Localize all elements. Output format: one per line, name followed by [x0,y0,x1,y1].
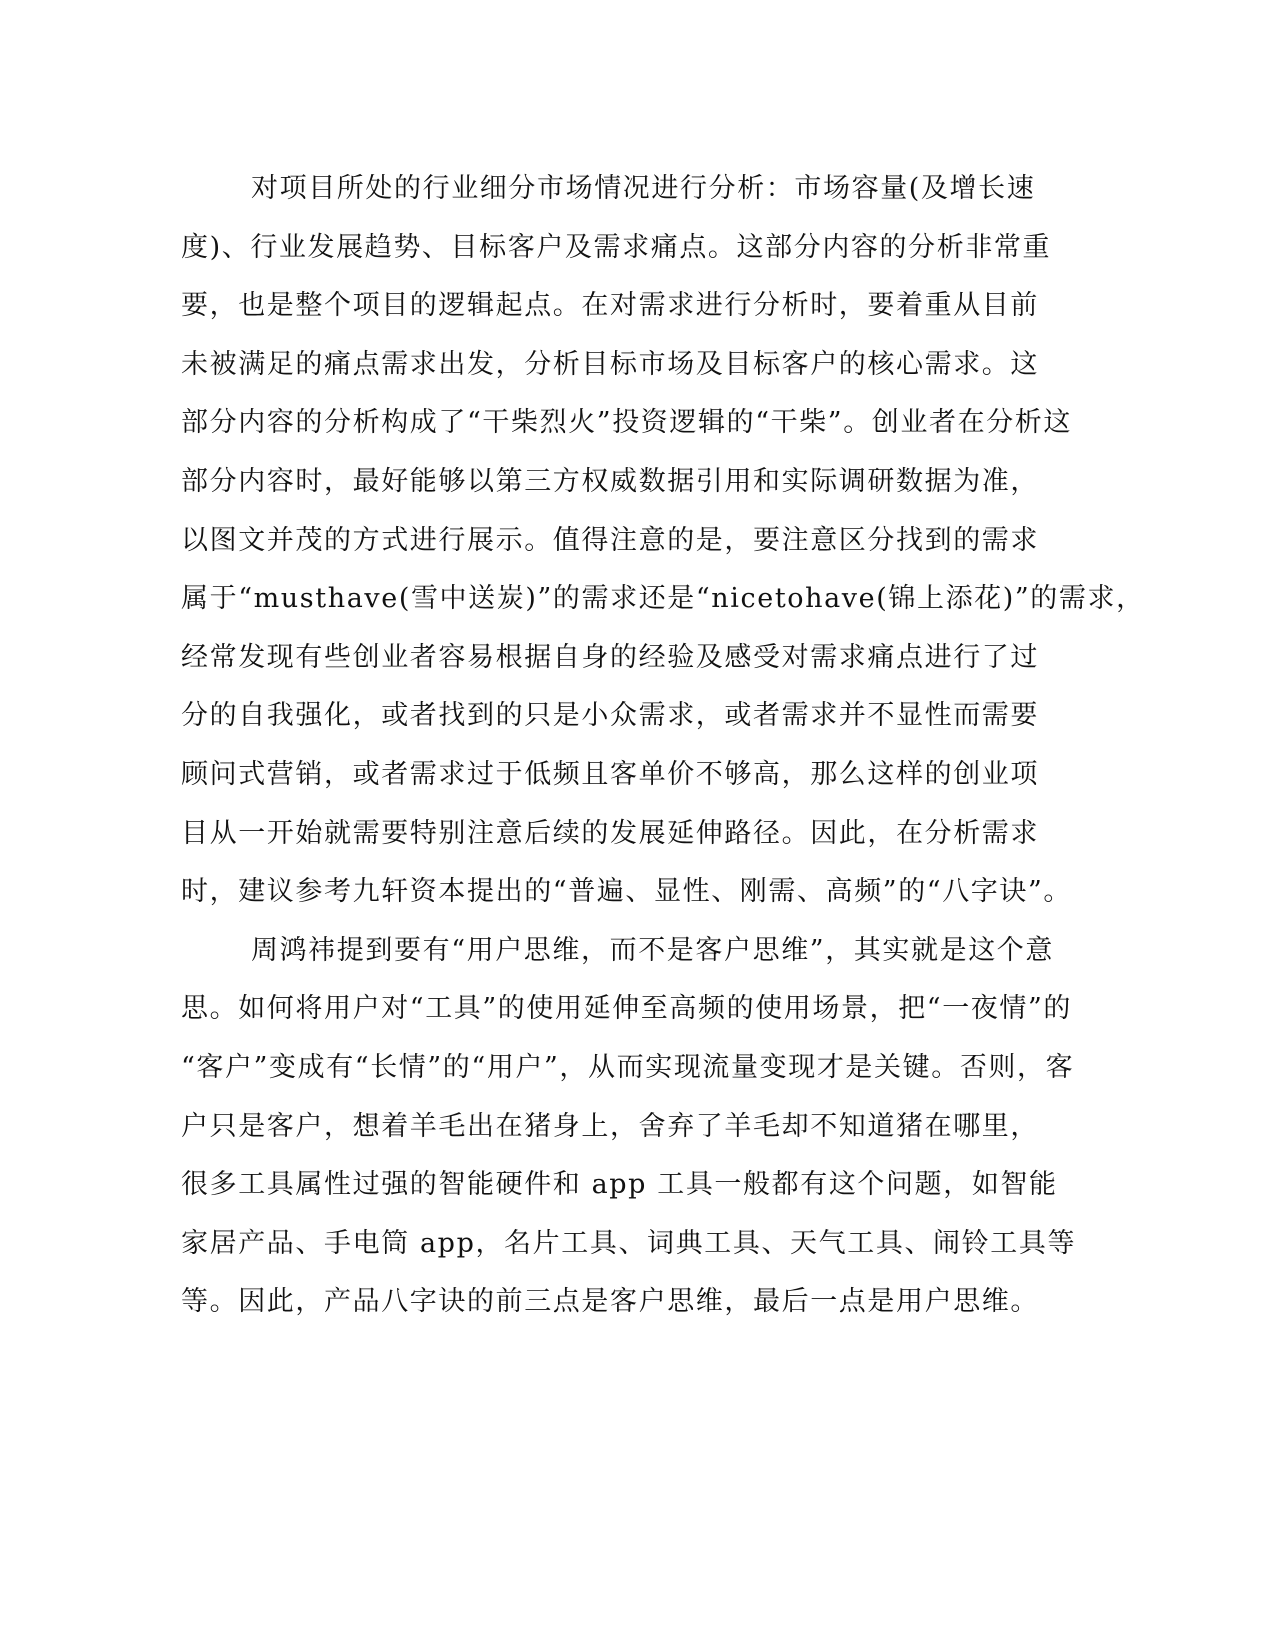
paragraph-1-line: 部分内容的分析构成了“干柴烈火”投资逻辑的“干柴”。创业者在分析这 [181,407,1073,439]
paragraph-2-line: 户只是客户，想着羊毛出在猪身上，舍弃了羊毛却不知道猪在哪里， [181,1110,1039,1142]
paragraph-2-line: 等。因此，产品八字诀的前三点是客户思维，最后一点是用户思维。 [181,1286,1039,1318]
paragraph-1-line: 部分内容时，最好能够以第三方权威数据引用和实际调研数据为准， [181,465,1039,497]
paragraph-2-line: 很多工具属性过强的智能硬件和 app 工具一般都有这个问题，如智能 [181,1169,1058,1201]
paragraph-1-line: 要，也是整个项目的逻辑起点。在对需求进行分析时，要着重从目前 [181,290,1039,322]
paragraph-2-line: 思。如何将用户对“工具”的使用延伸至高频的使用场景，把“一夜情”的 [181,993,1073,1025]
paragraph-2-line: “客户”变成有“长情”的“用户”，从而实现流量变现才是关键。否则，客 [181,1051,1075,1083]
paragraph-1-line: 未被满足的痛点需求出发，分析目标市场及目标客户的核心需求。这 [181,348,1039,380]
paragraph-1-line: 度)、行业发展趋势、目标客户及需求痛点。这部分内容的分析非常重 [181,231,1052,263]
document-body [181,160,1145,1332]
paragraph-1-line: 属于“musthave(雪中送炭)”的需求还是“nicetohave(锦上添花)”的需求， [181,583,1145,615]
paragraph-2-line: 周鸿祎提到要有“用户思维，而不是客户思维”，其实就是这个意 [251,934,1055,966]
paragraph-2-line: 家居产品、手电筒 app，名片工具、词典工具、天气工具、闹铃工具等 [181,1227,1077,1259]
paragraph-1-line: 经常发现有些创业者容易根据自身的经验及感受对需求痛点进行了过 [181,641,1039,673]
paragraph-1-line: 分的自我强化，或者找到的只是小众需求，或者需求并不显性而需要 [181,700,1039,732]
paragraph-1-line: 时，建议参考九轩资本提出的“普遍、显性、刚需、高频”的“八字诀”。 [181,876,1073,908]
paragraph-1-line: 对项目所处的行业细分市场情况进行分析：市场容量(及增长速 [251,173,1036,204]
paragraph-1-line: 目从一开始就需要特别注意后续的发展延伸路径。因此，在分析需求 [181,817,1039,849]
paragraph-1-line: 以图文并茂的方式进行展示。值得注意的是，要注意区分找到的需求 [181,524,1039,556]
paragraph-1-line: 顾问式营销，或者需求过于低频且客单价不够高，那么这样的创业项 [181,758,1039,790]
